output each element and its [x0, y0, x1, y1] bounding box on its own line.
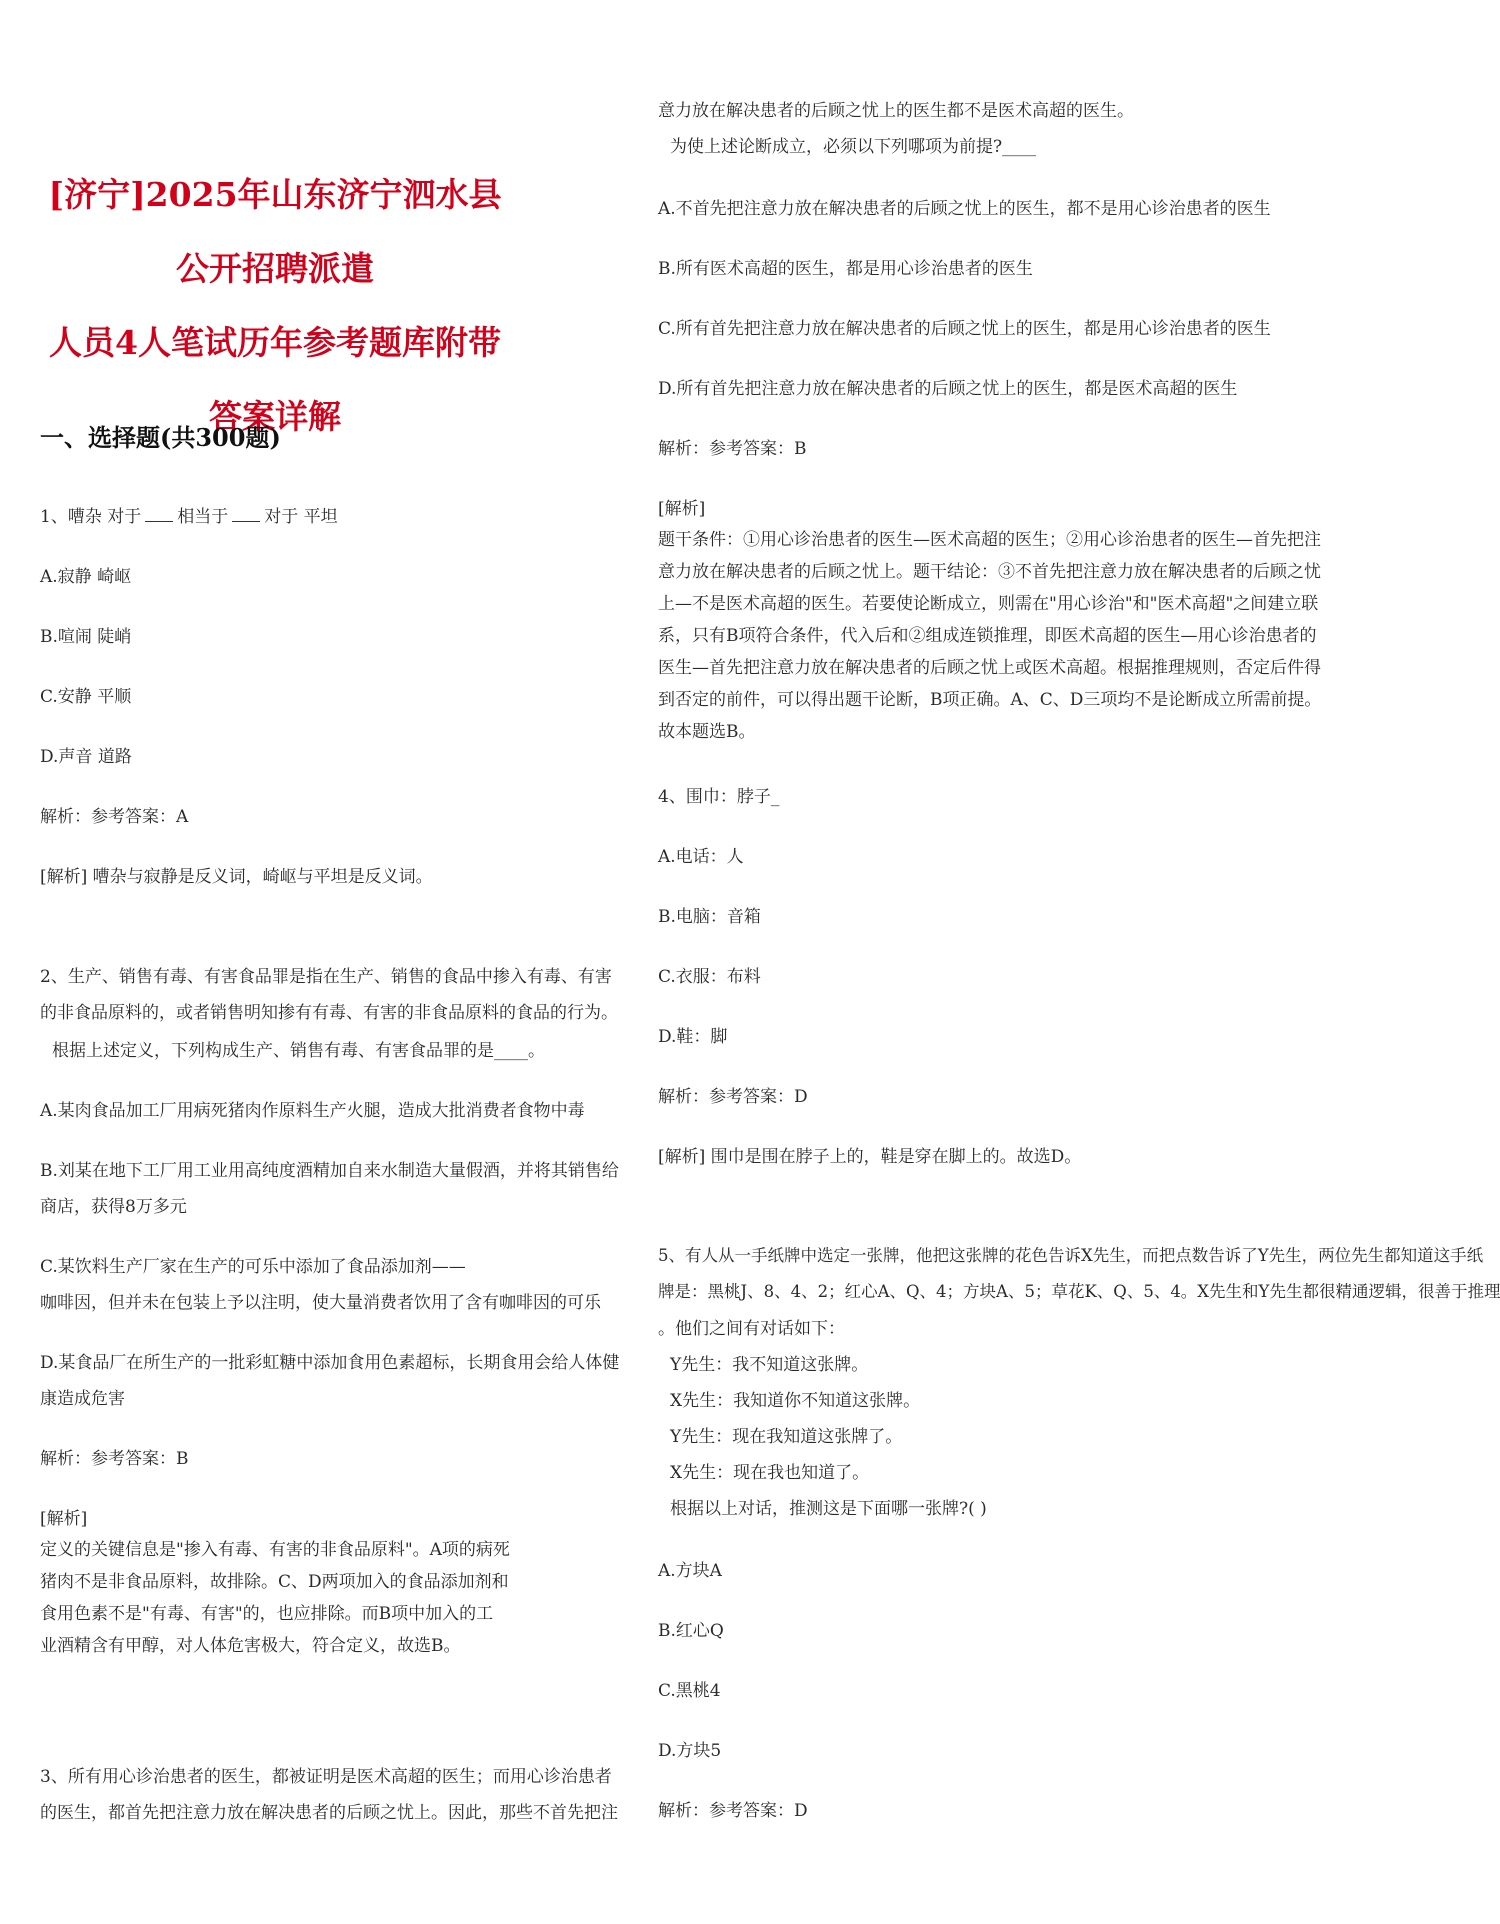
- q5-question: 根据以上对话，推测这是下面哪一张牌?( ): [670, 1499, 987, 1519]
- q1-option-d: D.声音 道路: [40, 747, 132, 767]
- q2-answer: 解析：参考答案：B: [40, 1449, 189, 1469]
- q5-stem-line-3: 。他们之间有对话如下：: [658, 1319, 845, 1339]
- q4-option-c: C.衣服：布料: [658, 967, 761, 987]
- q5-option-a: A.方块A: [658, 1561, 722, 1581]
- section-heading: 一、选择题(共300题): [40, 423, 281, 452]
- q4-stem: 4、围巾：脖子_: [658, 787, 780, 807]
- q1-stem-part-b: 相当于: [177, 507, 229, 527]
- q2-stem-line-3: 根据上述定义，下列构成生产、销售有毒、有害食品罪的是____。: [52, 1041, 545, 1061]
- q3-option-c: C.所有首先把注意力放在解决患者的后顾之忧上的医生，都是用心诊治患者的医生: [658, 319, 1271, 339]
- q5-dialogue-2: X先生：我知道你不知道这张牌。: [670, 1391, 921, 1411]
- title-line-1: [济宁]2025年山东济宁泗水县公开招聘派遣: [48, 175, 502, 288]
- q3-stem-line-4: 为使上述论断成立，必须以下列哪项为前提?____: [670, 137, 1037, 157]
- q1-option-b: B.喧闹 陡峭: [40, 627, 132, 647]
- q2-analysis-label: [解析]: [40, 1509, 88, 1529]
- q2-option-c-line-2: 咖啡因，但并未在包装上予以注明，使大量消费者饮用了含有咖啡因的可乐: [40, 1293, 601, 1313]
- q5-dialogue-1: Y先生：我不知道这张牌。: [670, 1355, 869, 1375]
- q5-option-b: B.红心Q: [658, 1621, 724, 1641]
- q3-answer: 解析：参考答案：B: [658, 439, 807, 459]
- q1-option-a: A.寂静 崎岖: [40, 567, 132, 587]
- q5-dialogue-3: Y先生：现在我知道这张牌了。: [670, 1427, 903, 1447]
- title-line-2: 人员4人笔试历年参考题库附带答案详解: [49, 323, 501, 436]
- q3-stem-line-1: 3、所有用心诊治患者的医生，都被证明是医术高超的医生；而用心诊治患者: [40, 1767, 612, 1787]
- q2-option-b-line-2: 商店，获得8万多元: [40, 1197, 187, 1217]
- q1-blank-2: [232, 521, 260, 522]
- q1-option-c: C.安静 平顺: [40, 687, 132, 707]
- q5-stem-line-2: 牌是：黑桃J、8、4、2；红心A、Q、4；方块A、5；草花K、Q、5、4。X先生和Y先生都很精通逻辑，很善于推理: [658, 1282, 1500, 1301]
- q3-stem-line-2: 的医生，都首先把注意力放在解决患者的后顾之忧上。因此，那些不首先把注: [40, 1803, 618, 1823]
- q2-option-d-line-2: 康造成危害: [40, 1389, 125, 1409]
- q1-blank-1: [145, 521, 173, 522]
- document-title: [40, 158, 510, 454]
- q5-stem-line-1: 5、有人从一手纸牌中选定一张牌，他把这张牌的花色告诉X先生，而把点数告诉了Y先生，两位先生都知道这手纸: [658, 1246, 1484, 1265]
- q3-option-d: D.所有首先把注意力放在解决患者的后顾之忧上的医生，都是医术高超的医生: [658, 379, 1238, 399]
- q2-stem-line-1: 2、生产、销售有毒、有害食品罪是指在生产、销售的食品中掺入有毒、有害: [40, 967, 612, 987]
- q4-analysis: [解析] 围巾是围在脖子上的，鞋是穿在脚上的。故选D。: [658, 1147, 1082, 1167]
- q5-option-c: C.黑桃4: [658, 1681, 721, 1701]
- q3-analysis: 题干条件：①用心诊治患者的医生—医术高超的医生；②用心诊治患者的医生—首先把注意力放在解决患者的后顾之忧上。题干结论：③不首先把注意力放在解决患者的后顾之忧上—不是医术高超的医生。若要使论断成立，则需在"用心诊治"和"医术高超"之间建立联系，只有B项符合条件，代入后和②组成连锁推理，即医术高超的医生—用心诊治患者的医生—首先把注意力放在解决患者的后顾之忧上或医术高超。根据推理规则，否定后件得到否定的前件，可以得出题干论断，B项正确。A、C、D三项均不是论断成立所需前提。故本题选B。: [658, 530, 1322, 742]
- q3-option-a: A.不首先把注意力放在解决患者的后顾之忧上的医生，都不是用心诊治患者的医生: [658, 199, 1271, 219]
- q3-option-b: B.所有医术高超的医生，都是用心诊治患者的医生: [658, 259, 1033, 279]
- q2-analysis: 定义的关键信息是"掺入有毒、有害的非食品原料"。A项的病死猪肉不是非食品原料，故排除。C、D两项加入的食品添加剂和食用色素不是"有毒、有害"的，也应排除。而B项中加入的工业酒精含有甲醇，对人体危害极大，符合定义，故选B。: [40, 1540, 510, 1656]
- q1-answer: 解析：参考答案：A: [40, 807, 189, 827]
- q4-option-d: D.鞋：脚: [658, 1027, 728, 1047]
- q1-stem-part-c: 对于 平坦: [264, 507, 338, 527]
- q4-option-b: B.电脑：音箱: [658, 907, 761, 927]
- q1-stem: [40, 502, 338, 527]
- q5-dialogue-4: X先生：现在我也知道了。: [670, 1463, 870, 1483]
- q3-analysis-label: [解析]: [658, 499, 706, 519]
- q4-option-a: A.电话：人: [658, 847, 744, 867]
- q2-option-c-line-1: C.某饮料生产厂家在生产的可乐中添加了食品添加剂——: [40, 1257, 466, 1277]
- q5-option-d: D.方块5: [658, 1741, 722, 1761]
- q4-answer: 解析：参考答案：D: [658, 1087, 808, 1107]
- q5-answer: 解析：参考答案：D: [658, 1801, 808, 1821]
- q1-analysis: [解析] 嘈杂与寂静是反义词，崎岖与平坦是反义词。: [40, 867, 433, 887]
- q2-option-a: A.某肉食品加工厂用病死猪肉作原料生产火腿，造成大批消费者食物中毒: [40, 1101, 585, 1121]
- q2-option-d-line-1: D.某食品厂在所生产的一批彩虹糖中添加食用色素超标，长期食用会给人体健: [40, 1353, 620, 1373]
- q3-stem-line-3: 意力放在解决患者的后顾之忧上的医生都不是医术高超的医生。: [658, 101, 1134, 121]
- q2-option-b-line-1: B.刘某在地下工厂用工业用高纯度酒精加自来水制造大量假酒，并将其销售给: [40, 1161, 619, 1181]
- q1-stem-part-a: 1、嘈杂 对于: [40, 507, 142, 527]
- q2-stem-line-2: 的非食品原料的，或者销售明知掺有有毒、有害的非食品原料的食品的行为。: [40, 1003, 618, 1023]
